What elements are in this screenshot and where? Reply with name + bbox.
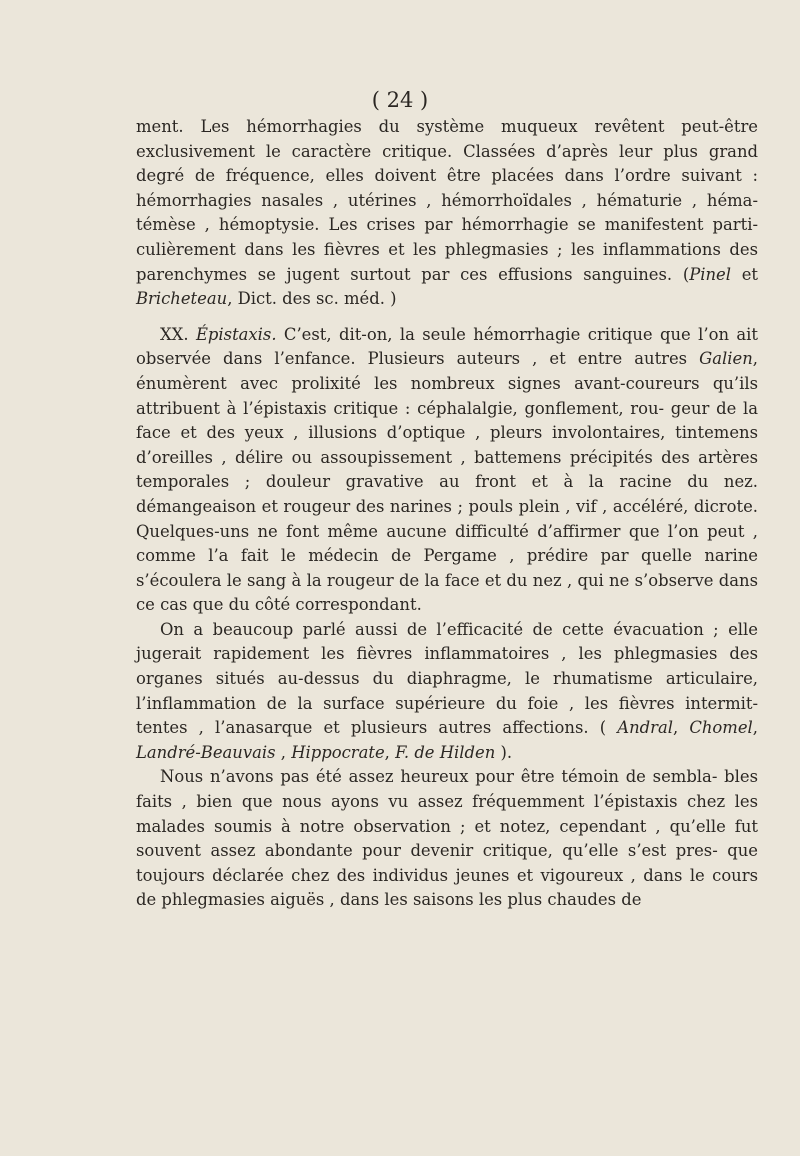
text-run: ment. Les hémorrhagies du système muqueux revêtent peut-être exclusivement le caractère critique. Classées d’après leur plus grand degré de fréquence, elles doivent être placées dans l’ordre suivant : hémorrhagies nasales , utérines , hémorrhoïdales , hématurie , héma- témèse , hémoptysie. Les crises par hémorrhagie se manifestent parti- culièrement dans les fièvres et les phlegmasies ; les inflammations des parenchymes se jugent surtout par ces effusions sanguines. (: [136, 117, 758, 284]
italic-run: Chomel: [689, 718, 753, 738]
italic-run: Landré-Beauvais: [136, 742, 276, 762]
italic-run: F. de Hilden: [395, 742, 496, 762]
italic-run: Épistaxis.: [195, 324, 277, 344]
text-run: ,: [752, 718, 758, 738]
paragraph-epistaxis: [136, 323, 758, 618]
italic-run: Andral: [617, 718, 673, 738]
paragraph-efficacite: [136, 618, 758, 766]
italic-run: Pinel: [689, 264, 731, 284]
text-run: ).: [495, 742, 513, 762]
italic-run: Galien: [699, 349, 753, 369]
text-run: ,: [275, 742, 292, 762]
text-run: Nous n’avons pas été assez heureux pour être témoin de sembla- bles faits , bien que nous ayons vu assez fréquemment l’épistaxis chez les malades soumis à notre observation ; et notez, cependant , qu’elle fut souvent assez abondante pour devenir critique, qu’elle s’est pres- que toujours déclarée chez des individus jeunes et vigoureux , dans le cours de phlegmasies aiguës , dans les saisons les plus chaudes de: [136, 767, 758, 910]
text-run: ,: [672, 718, 690, 738]
paragraph-hemorrhagies: [136, 115, 758, 312]
page-number: ( 24 ): [371, 88, 429, 112]
paragraph-observation: [136, 765, 758, 913]
text-run: , énumèrent avec prolixité les nombreux signes avant-coureurs qu’ils attribuent à l’épistaxis critique : céphalalgie, gonflement, rou- geur de la face et des yeux , illusions d’optique , pleurs involontaires, tintemens d’oreilles , délire ou assoupissement , battemens précipités des artères temporales ; douleur gravative au front et à la racine du nez. démangeaison et rougeur des narines ; pouls plein , vif , accéléré, dicrote. Quelques-uns ne font même aucune difficulté d’affirmer que l’on peut , comme l’a fait le médecin de Pergame , prédire par quelle narine s’écoulera le sang à la rougeur de la face et du nez , qui ne s’observe dans ce cas que du côté correspondant.: [136, 349, 758, 615]
italic-run: Hippocrate: [291, 742, 385, 762]
text-run: XX.: [160, 324, 196, 344]
text-run: C’est, dit-on, la seule hémorrhagie critique que l’on ait observée dans l’enfance. Plusieurs auteurs , et entre autres: [136, 324, 759, 369]
body-text: [136, 115, 758, 913]
italic-run: Bricheteau: [136, 289, 228, 309]
text-run: ,: [384, 742, 396, 762]
text-run: On a beaucoup parlé aussi de l’efficacité de cette évacuation ; elle jugerait rapidement les fièvres inflammatoires , les phlegmasies des organes situés au-dessus du diaphragme, le rhumatisme articulaire, l’inflammation de la surface supérieure du foie , les fièvres intermit- tentes , l’anasarque et plusieurs autres affections. (: [136, 619, 758, 738]
text-run: et: [731, 264, 758, 284]
text-run: , Dict. des sc. méd. ): [227, 289, 397, 309]
